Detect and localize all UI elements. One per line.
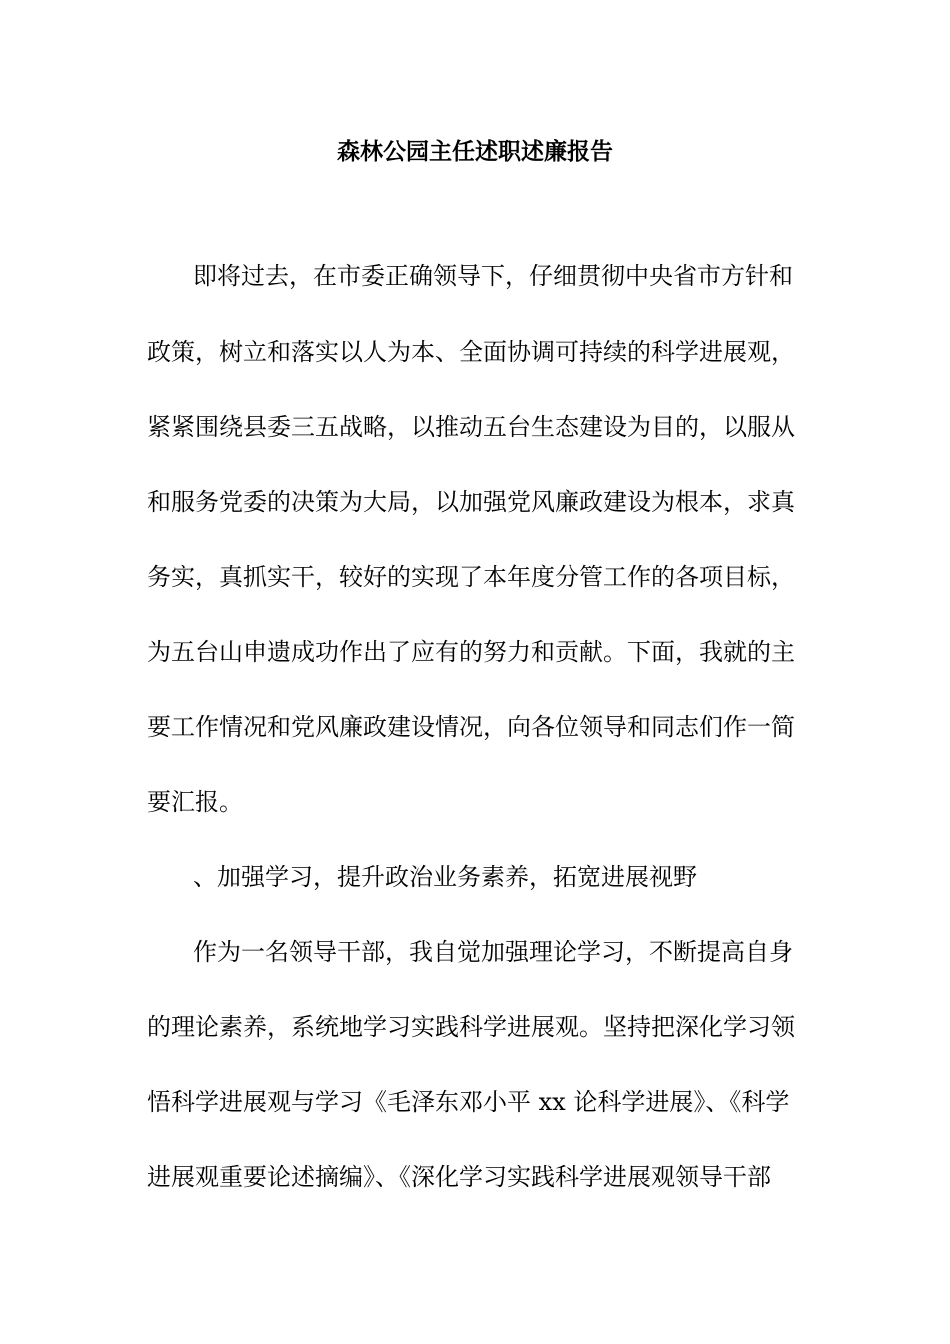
document-title: 森林公园主任述职述廉报告 xyxy=(337,138,613,165)
paragraph-line: 即将过去，在市委正确领导下，仔细贯彻中央省市方针和 xyxy=(193,262,793,290)
paragraph-line: 为五台山申遗成功作出了应有的努力和贡献。下面，我就的主 xyxy=(147,638,795,666)
paragraph-line: 进展观重要论述摘编》、《深化学习实践科学进展观领导干部 xyxy=(147,1163,771,1191)
paragraph-line: 要工作情况和党风廉政建设情况，向各位领导和同志们作一简 xyxy=(147,713,795,741)
paragraph-line: 紧紧围绕县委三五战略，以推动五台生态建设为目的，以服从 xyxy=(147,413,795,441)
paragraph-line: 的理论素养，系统地学习实践科学进展观。坚持把深化学习领 xyxy=(147,1013,795,1041)
paragraph-line: 务实，真抓实干，较好的实现了本年度分管工作的各项目标， xyxy=(147,563,795,591)
paragraph-line: 要汇报。 xyxy=(147,788,243,816)
paragraph-line: 作为一名领导干部，我自觉加强理论学习，不断提高自身 xyxy=(193,938,793,966)
paragraph-line: 和服务党委的决策为大局，以加强党风廉政建设为根本，求真 xyxy=(147,488,795,516)
paragraph-line: 政策，树立和落实以人为本、全面协调可持续的科学进展观， xyxy=(147,338,795,366)
section-heading: 、加强学习，提升政治业务素养，拓宽进展视野 xyxy=(193,863,697,891)
paragraph-line: 悟科学进展观与学习《毛泽东邓小平 xx 论科学进展》、《科学 xyxy=(147,1088,790,1116)
